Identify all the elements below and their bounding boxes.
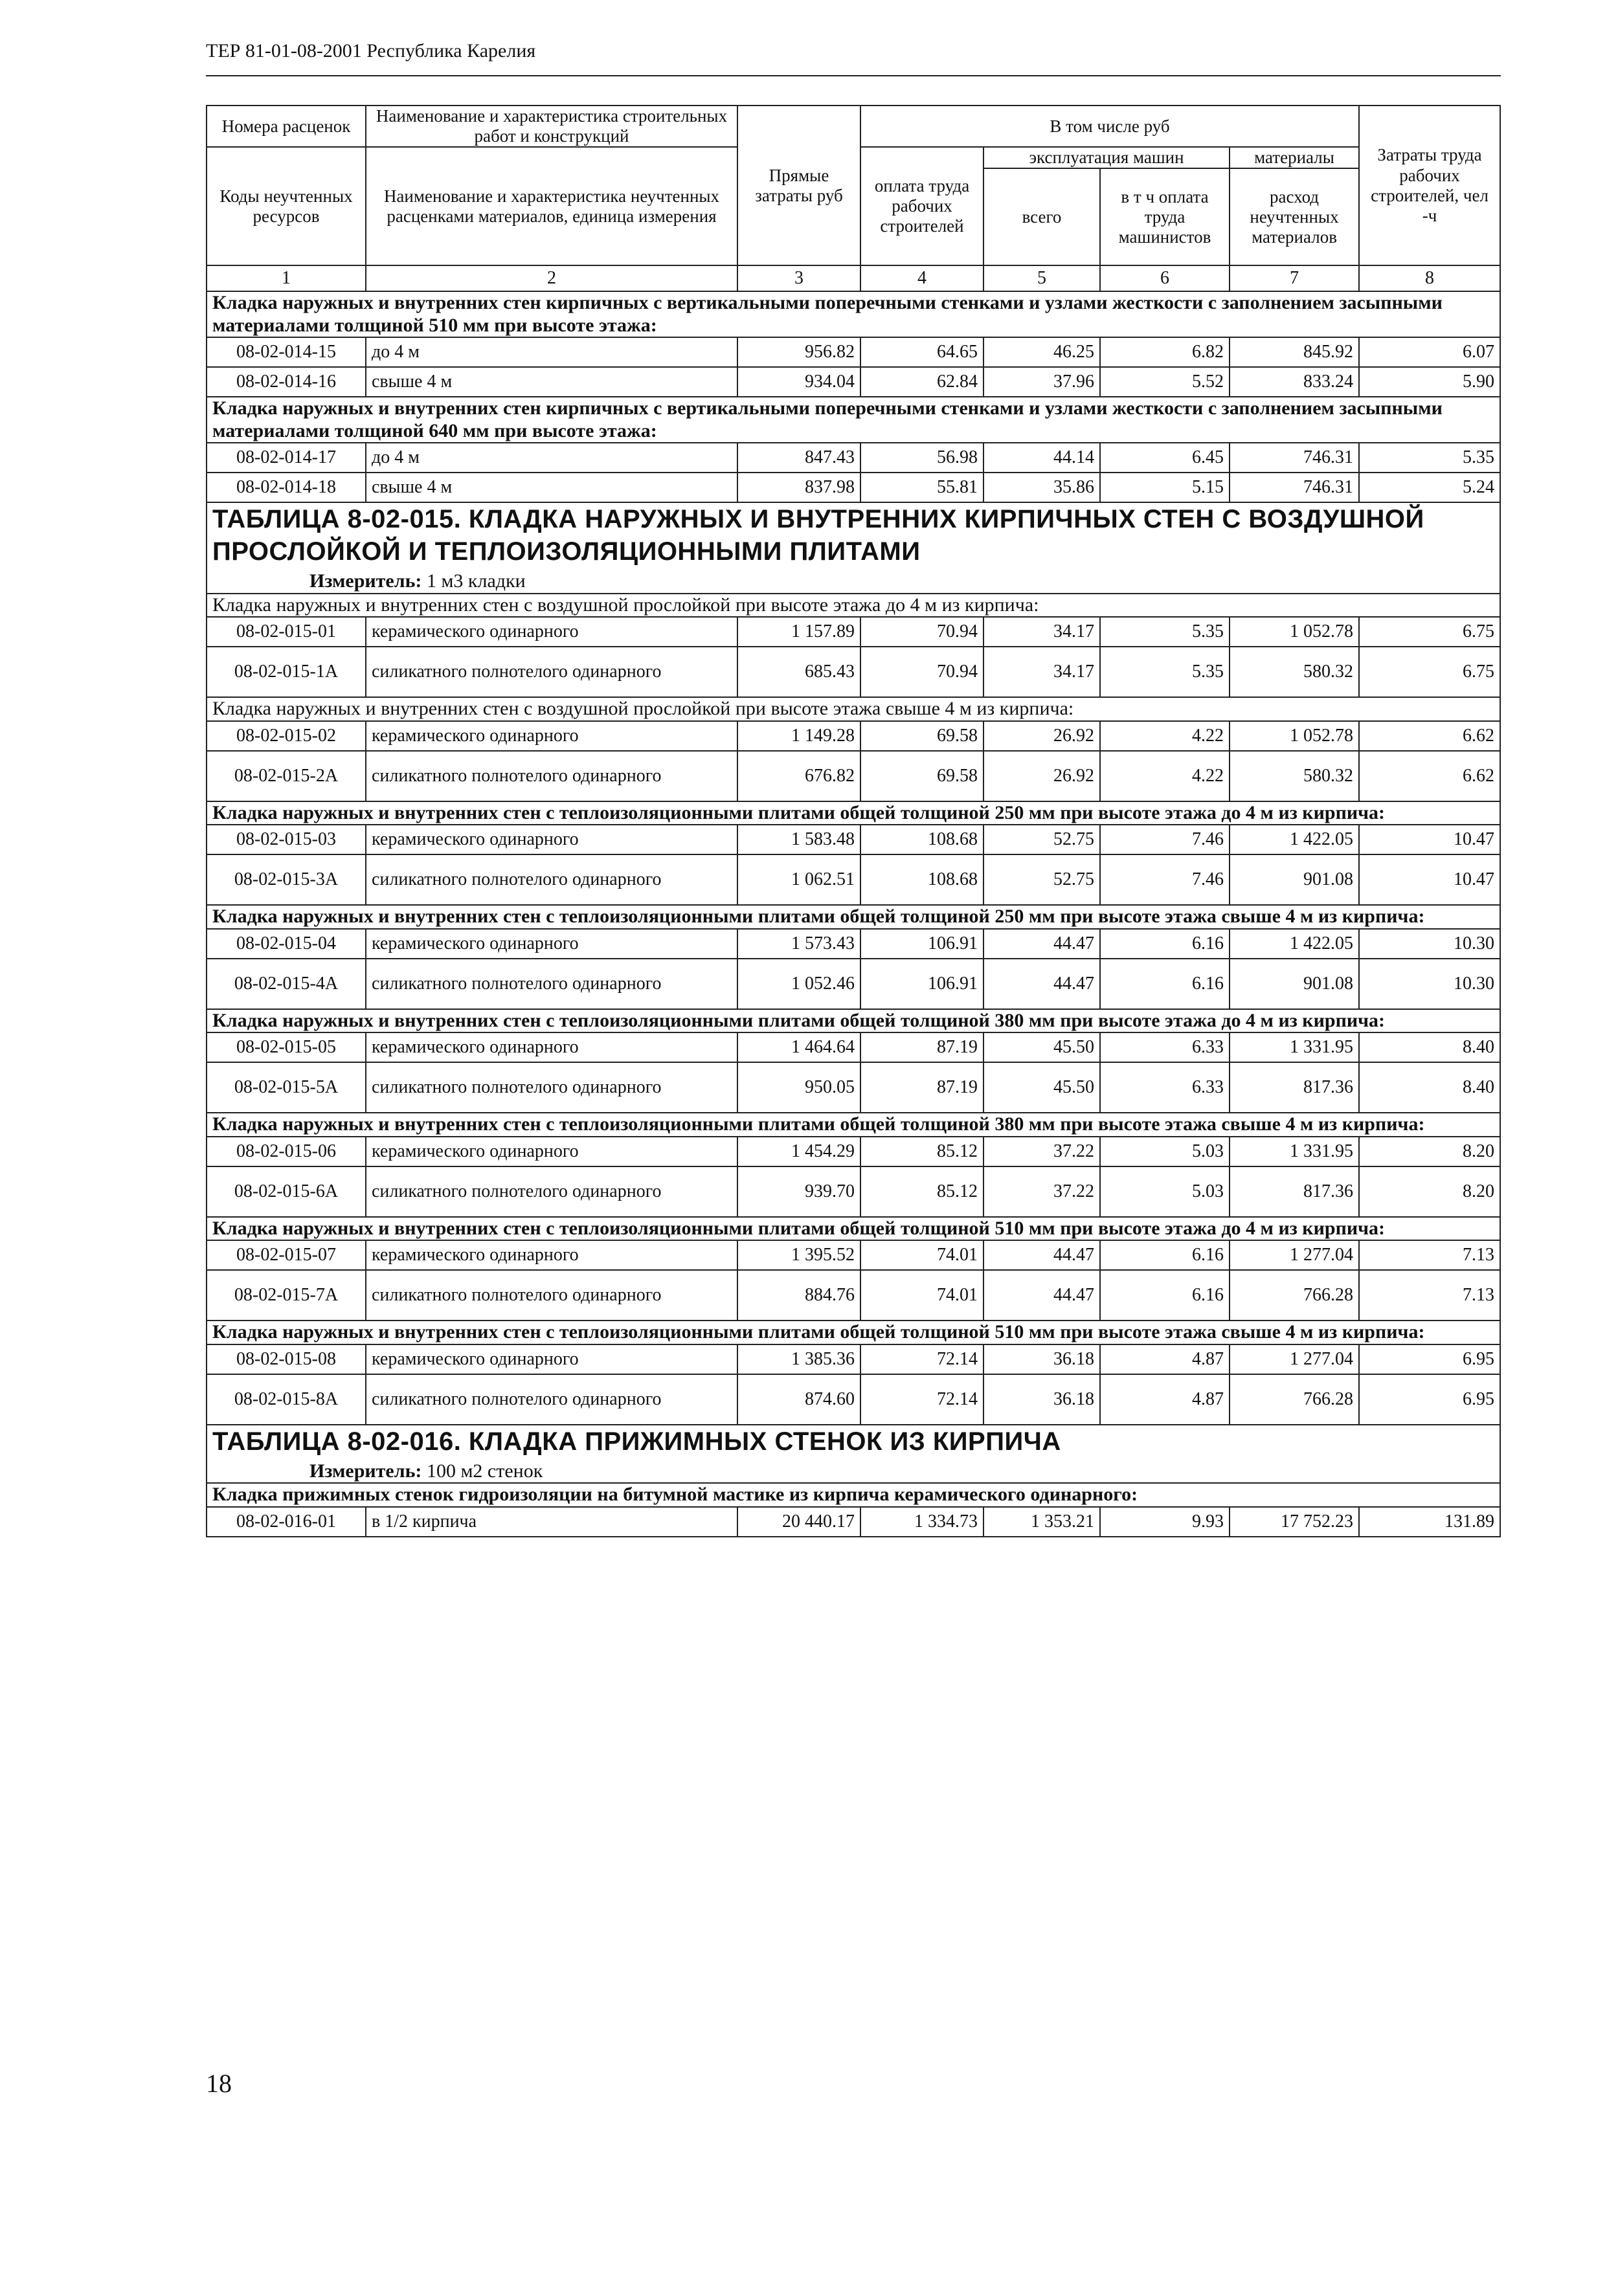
column-number: 6 [1100, 265, 1230, 291]
table-row [207, 721, 1500, 751]
labor-hours: 6.62 [1359, 721, 1500, 751]
header-rate-numbers: Номера расценок [207, 106, 366, 147]
machines-total: 26.92 [983, 721, 1100, 751]
materials-cost: 1 422.05 [1230, 825, 1359, 854]
rate-code: 08-02-014-16 [207, 367, 366, 397]
group-heading-row [207, 1113, 1500, 1137]
work-name: свыше 4 м [366, 473, 737, 502]
column-number: 1 [207, 265, 366, 291]
measure-unit-label: Измеритель: [309, 1460, 422, 1482]
group-heading: Кладка наружных и внутренних стен кирпичных с вертикальными поперечными стенками и узлами жесткости с заполнением засыпными материалами толщиной 640 мм при высоте этажа: [207, 397, 1500, 443]
labor-hours: 10.30 [1359, 929, 1500, 959]
labor-hours: 7.13 [1359, 1240, 1500, 1270]
worker-wages: 55.81 [860, 473, 983, 502]
table-row [207, 367, 1500, 397]
table-row [207, 1032, 1500, 1062]
direct-costs: 1 157.89 [737, 617, 860, 647]
header-including: В том числе руб [860, 106, 1359, 147]
rate-code: 08-02-015-5А [207, 1062, 366, 1113]
group-heading-row [207, 1483, 1500, 1507]
materials-cost: 845.92 [1230, 337, 1359, 367]
labor-hours: 6.95 [1359, 1344, 1500, 1374]
header-material-name: Наименование и характеристика неучтенных расценками материалов, единица измерения [366, 147, 737, 265]
machines-total: 36.18 [983, 1344, 1100, 1374]
column-number: 2 [366, 265, 737, 291]
column-number: 7 [1230, 265, 1359, 291]
materials-cost: 817.36 [1230, 1166, 1359, 1217]
labor-hours: 5.90 [1359, 367, 1500, 397]
header-labor-costs: Затраты труда рабочих строителей, чел -ч [1359, 106, 1500, 265]
direct-costs: 1 385.36 [737, 1344, 860, 1374]
table-row [207, 929, 1500, 959]
work-name: керамического одинарного [366, 1344, 737, 1374]
rates-table [206, 105, 1501, 1537]
rate-code: 08-02-015-02 [207, 721, 366, 751]
worker-wages: 56.98 [860, 443, 983, 473]
machines-total: 1 353.21 [983, 1507, 1100, 1537]
header-worker-wages: оплата труда рабочих строителей [860, 147, 983, 265]
table-title: ТАБЛИЦА 8-02-016. КЛАДКА ПРИЖИМНЫХ СТЕНОК ИЗ КИРПИЧА [212, 1427, 1061, 1456]
rate-code: 08-02-016-01 [207, 1507, 366, 1537]
machines-total: 44.47 [983, 1270, 1100, 1321]
labor-hours: 10.47 [1359, 825, 1500, 854]
machines-total: 45.50 [983, 1032, 1100, 1062]
labor-hours: 6.75 [1359, 617, 1500, 647]
rate-code: 08-02-015-06 [207, 1137, 366, 1166]
materials-cost: 1 422.05 [1230, 929, 1359, 959]
rate-code: 08-02-015-7А [207, 1270, 366, 1321]
table-row [207, 1507, 1500, 1537]
work-name: силикатного полнотелого одинарного [366, 751, 737, 801]
rate-code: 08-02-015-05 [207, 1032, 366, 1062]
work-name: силикатного полнотелого одинарного [366, 959, 737, 1009]
labor-hours: 6.07 [1359, 337, 1500, 367]
labor-hours: 131.89 [1359, 1507, 1500, 1537]
materials-cost: 580.32 [1230, 751, 1359, 801]
work-name: керамического одинарного [366, 929, 737, 959]
direct-costs: 939.70 [737, 1166, 860, 1217]
machines-total: 44.47 [983, 1240, 1100, 1270]
machines-total: 37.96 [983, 367, 1100, 397]
work-name: в 1/2 кирпича [366, 1507, 737, 1537]
labor-hours: 8.20 [1359, 1137, 1500, 1166]
work-name: до 4 м [366, 443, 737, 473]
labor-hours: 10.47 [1359, 854, 1500, 905]
materials-cost: 817.36 [1230, 1062, 1359, 1113]
group-heading: Кладка наружных и внутренних стен с теплоизоляционными плитами общей толщиной 250 мм при высоте этажа свыше 4 м из кирпича: [207, 905, 1500, 929]
rate-code: 08-02-015-3А [207, 854, 366, 905]
machines-total: 52.75 [983, 825, 1100, 854]
operator-wages: 4.22 [1100, 721, 1230, 751]
direct-costs: 685.43 [737, 647, 860, 697]
operator-wages: 5.15 [1100, 473, 1230, 502]
direct-costs: 1 149.28 [737, 721, 860, 751]
rate-code: 08-02-014-18 [207, 473, 366, 502]
materials-cost: 766.28 [1230, 1374, 1359, 1425]
worker-wages: 64.65 [860, 337, 983, 367]
materials-cost: 746.31 [1230, 443, 1359, 473]
group-heading: Кладка наружных и внутренних стен с теплоизоляционными плитами общей толщиной 380 мм при высоте этажа до 4 м из кирпича: [207, 1009, 1500, 1033]
table-section-title-row [207, 502, 1500, 594]
operator-wages: 9.93 [1100, 1507, 1230, 1537]
direct-costs: 934.04 [737, 367, 860, 397]
worker-wages: 106.91 [860, 959, 983, 1009]
labor-hours: 6.62 [1359, 751, 1500, 801]
column-number: 8 [1359, 265, 1500, 291]
machines-total: 44.14 [983, 443, 1100, 473]
work-name: керамического одинарного [366, 721, 737, 751]
operator-wages: 6.16 [1100, 959, 1230, 1009]
labor-hours: 6.75 [1359, 647, 1500, 697]
labor-hours: 8.40 [1359, 1032, 1500, 1062]
group-heading: Кладка наружных и внутренних стен с теплоизоляционными плитами общей толщиной 250 мм при высоте этажа до 4 м из кирпича: [207, 801, 1500, 825]
materials-cost: 746.31 [1230, 473, 1359, 502]
work-name: свыше 4 м [366, 367, 737, 397]
group-heading: Кладка наружных и внутренних стен с воздушной прослойкой при высоте этажа до 4 м из кирпича: [207, 594, 1500, 618]
materials-cost: 1 052.78 [1230, 721, 1359, 751]
rate-code: 08-02-015-8А [207, 1374, 366, 1425]
operator-wages: 4.22 [1100, 751, 1230, 801]
materials-cost: 833.24 [1230, 367, 1359, 397]
rate-code: 08-02-015-2А [207, 751, 366, 801]
work-name: керамического одинарного [366, 825, 737, 854]
operator-wages: 6.33 [1100, 1032, 1230, 1062]
table-row [207, 1344, 1500, 1374]
operator-wages: 5.52 [1100, 367, 1230, 397]
work-name: до 4 м [366, 337, 737, 367]
column-number: 5 [983, 265, 1100, 291]
table-row [207, 647, 1500, 697]
table-row [207, 337, 1500, 367]
group-heading: Кладка наружных и внутренних стен с воздушной прослойкой при высоте этажа свыше 4 м из кирпича: [207, 697, 1500, 721]
operator-wages: 4.87 [1100, 1344, 1230, 1374]
machines-total: 44.47 [983, 929, 1100, 959]
measure-unit-value: 1 м3 кладки [426, 570, 526, 592]
operator-wages: 6.82 [1100, 337, 1230, 367]
measure-unit [212, 1460, 1494, 1483]
direct-costs: 1 052.46 [737, 959, 860, 1009]
worker-wages: 69.58 [860, 751, 983, 801]
worker-wages: 74.01 [860, 1270, 983, 1321]
direct-costs: 20 440.17 [737, 1507, 860, 1537]
machines-total: 37.22 [983, 1137, 1100, 1166]
labor-hours: 5.35 [1359, 443, 1500, 473]
work-name: силикатного полнотелого одинарного [366, 647, 737, 697]
table-row [207, 1166, 1500, 1217]
table-row [207, 1240, 1500, 1270]
column-number: 3 [737, 265, 860, 291]
header-unaccounted-materials: расход неучтенных материалов [1230, 168, 1359, 265]
rate-code: 08-02-015-04 [207, 929, 366, 959]
direct-costs: 956.82 [737, 337, 860, 367]
operator-wages: 4.87 [1100, 1374, 1230, 1425]
operator-wages: 7.46 [1100, 854, 1230, 905]
table-row [207, 959, 1500, 1009]
materials-cost: 1 277.04 [1230, 1240, 1359, 1270]
work-name: силикатного полнотелого одинарного [366, 1270, 737, 1321]
work-name: керамического одинарного [366, 1137, 737, 1166]
materials-cost: 1 331.95 [1230, 1137, 1359, 1166]
machines-total: 34.17 [983, 647, 1100, 697]
group-heading-row [207, 291, 1500, 337]
worker-wages: 74.01 [860, 1240, 983, 1270]
worker-wages: 108.68 [860, 854, 983, 905]
table-row [207, 751, 1500, 801]
operator-wages: 6.33 [1100, 1062, 1230, 1113]
labor-hours: 8.40 [1359, 1062, 1500, 1113]
direct-costs: 884.76 [737, 1270, 860, 1321]
labor-hours: 10.30 [1359, 959, 1500, 1009]
operator-wages: 6.16 [1100, 1240, 1230, 1270]
measure-unit-label: Измеритель: [309, 570, 422, 592]
column-number-row [207, 265, 1500, 291]
operator-wages: 5.35 [1100, 617, 1230, 647]
header-operator-wages: в т ч оплата труда машинистов [1100, 168, 1230, 265]
work-name: керамического одинарного [366, 617, 737, 647]
worker-wages: 70.94 [860, 617, 983, 647]
work-name: керамического одинарного [366, 1032, 737, 1062]
table-row [207, 854, 1500, 905]
machines-total: 26.92 [983, 751, 1100, 801]
group-heading-row [207, 905, 1500, 929]
table-section-title [207, 1425, 1500, 1484]
work-name: керамического одинарного [366, 1240, 737, 1270]
operator-wages: 6.16 [1100, 1270, 1230, 1321]
worker-wages: 72.14 [860, 1374, 983, 1425]
group-heading-row [207, 1009, 1500, 1033]
machines-total: 52.75 [983, 854, 1100, 905]
direct-costs: 847.43 [737, 443, 860, 473]
header-rule [206, 75, 1501, 76]
worker-wages: 85.12 [860, 1166, 983, 1217]
direct-costs: 874.60 [737, 1374, 860, 1425]
group-heading-row [207, 594, 1500, 618]
direct-costs: 1 454.29 [737, 1137, 860, 1166]
machines-total: 46.25 [983, 337, 1100, 367]
group-heading: Кладка наружных и внутренних стен кирпичных с вертикальными поперечными стенками и узлами жесткости с заполнением засыпными материалами толщиной 510 мм при высоте этажа: [207, 291, 1500, 337]
machines-total: 37.22 [983, 1166, 1100, 1217]
machines-total: 34.17 [983, 617, 1100, 647]
labor-hours: 7.13 [1359, 1270, 1500, 1321]
rate-code: 08-02-014-15 [207, 337, 366, 367]
table-row [207, 617, 1500, 647]
measure-unit [212, 570, 1494, 593]
machines-total: 44.47 [983, 959, 1100, 1009]
materials-cost: 1 052.78 [1230, 617, 1359, 647]
work-name: силикатного полнотелого одинарного [366, 1374, 737, 1425]
operator-wages: 5.03 [1100, 1166, 1230, 1217]
table-row [207, 1137, 1500, 1166]
table-title: ТАБЛИЦА 8-02-015. КЛАДКА НАРУЖНЫХ И ВНУТРЕННИХ КИРПИЧНЫХ СТЕН С ВОЗДУШНОЙ ПРОСЛОЙКОЙ И ТЕПЛОИЗОЛЯЦИОННЫМИ ПЛИТАМИ [212, 505, 1424, 566]
group-heading-row [207, 697, 1500, 721]
group-heading-row [207, 397, 1500, 443]
direct-costs: 1 464.64 [737, 1032, 860, 1062]
materials-cost: 1 277.04 [1230, 1344, 1359, 1374]
machines-total: 45.50 [983, 1062, 1100, 1113]
worker-wages: 69.58 [860, 721, 983, 751]
rate-code: 08-02-015-08 [207, 1344, 366, 1374]
page-number: 18 [206, 2069, 232, 2098]
operator-wages: 5.03 [1100, 1137, 1230, 1166]
header-work-name: Наименование и характеристика строительных работ и конструкций [366, 106, 737, 147]
operator-wages: 6.16 [1100, 929, 1230, 959]
worker-wages: 87.19 [860, 1032, 983, 1062]
table-row [207, 825, 1500, 854]
labor-hours: 5.24 [1359, 473, 1500, 502]
operator-wages: 6.45 [1100, 443, 1230, 473]
rate-code: 08-02-015-07 [207, 1240, 366, 1270]
header-machine-operation: эксплуатация машин [983, 147, 1230, 168]
worker-wages: 87.19 [860, 1062, 983, 1113]
direct-costs: 1 395.52 [737, 1240, 860, 1270]
labor-hours: 8.20 [1359, 1166, 1500, 1217]
materials-cost: 766.28 [1230, 1270, 1359, 1321]
group-heading: Кладка наружных и внутренних стен с теплоизоляционными плитами общей толщиной 510 мм при высоте этажа до 4 м из кирпича: [207, 1217, 1500, 1241]
measure-unit-value: 100 м2 стенок [426, 1460, 543, 1482]
header-direct-costs: Прямые затраты руб [737, 106, 860, 265]
direct-costs: 1 062.51 [737, 854, 860, 905]
worker-wages: 62.84 [860, 367, 983, 397]
rate-code: 08-02-015-4А [207, 959, 366, 1009]
table-row [207, 443, 1500, 473]
table-row [207, 1374, 1500, 1425]
direct-costs: 1 573.43 [737, 929, 860, 959]
table-row [207, 1062, 1500, 1113]
machines-total: 35.86 [983, 473, 1100, 502]
group-heading: Кладка прижимных стенок гидроизоляции на битумной мастике из кирпича керамического одинарного: [207, 1483, 1500, 1507]
header-machines-total: всего [983, 168, 1100, 265]
direct-costs: 1 583.48 [737, 825, 860, 854]
table-section-title-row [207, 1425, 1500, 1484]
rate-code: 08-02-015-01 [207, 617, 366, 647]
machines-total: 36.18 [983, 1374, 1100, 1425]
direct-costs: 950.05 [737, 1062, 860, 1113]
operator-wages: 5.35 [1100, 647, 1230, 697]
group-heading-row [207, 1321, 1500, 1344]
work-name: силикатного полнотелого одинарного [366, 1166, 737, 1217]
materials-cost: 1 331.95 [1230, 1032, 1359, 1062]
materials-cost: 901.08 [1230, 959, 1359, 1009]
rate-code: 08-02-015-03 [207, 825, 366, 854]
worker-wages: 70.94 [860, 647, 983, 697]
group-heading: Кладка наружных и внутренних стен с теплоизоляционными плитами общей толщиной 380 мм при высоте этажа свыше 4 м из кирпича: [207, 1113, 1500, 1137]
worker-wages: 85.12 [860, 1137, 983, 1166]
worker-wages: 108.68 [860, 825, 983, 854]
worker-wages: 106.91 [860, 929, 983, 959]
header-materials: материалы [1230, 147, 1359, 168]
table-section-title [207, 502, 1500, 594]
work-name: силикатного полнотелого одинарного [366, 1062, 737, 1113]
direct-costs: 837.98 [737, 473, 860, 502]
materials-cost: 17 752.23 [1230, 1507, 1359, 1537]
group-heading-row [207, 801, 1500, 825]
rate-code: 08-02-015-6А [207, 1166, 366, 1217]
rate-code: 08-02-014-17 [207, 443, 366, 473]
group-heading-row [207, 1217, 1500, 1241]
header-resource-codes: Коды неучтенных ресурсов [207, 147, 366, 265]
worker-wages: 72.14 [860, 1344, 983, 1374]
labor-hours: 6.95 [1359, 1374, 1500, 1425]
group-heading: Кладка наружных и внутренних стен с теплоизоляционными плитами общей толщиной 510 мм при высоте этажа свыше 4 м из кирпича: [207, 1321, 1500, 1344]
table-row [207, 1270, 1500, 1321]
worker-wages: 1 334.73 [860, 1507, 983, 1537]
direct-costs: 676.82 [737, 751, 860, 801]
table-row [207, 473, 1500, 502]
operator-wages: 7.46 [1100, 825, 1230, 854]
materials-cost: 901.08 [1230, 854, 1359, 905]
materials-cost: 580.32 [1230, 647, 1359, 697]
rate-code: 08-02-015-1А [207, 647, 366, 697]
column-number: 4 [860, 265, 983, 291]
work-name: силикатного полнотелого одинарного [366, 854, 737, 905]
running-header: ТЕР 81-01-08-2001 Республика Карелия [206, 40, 536, 61]
